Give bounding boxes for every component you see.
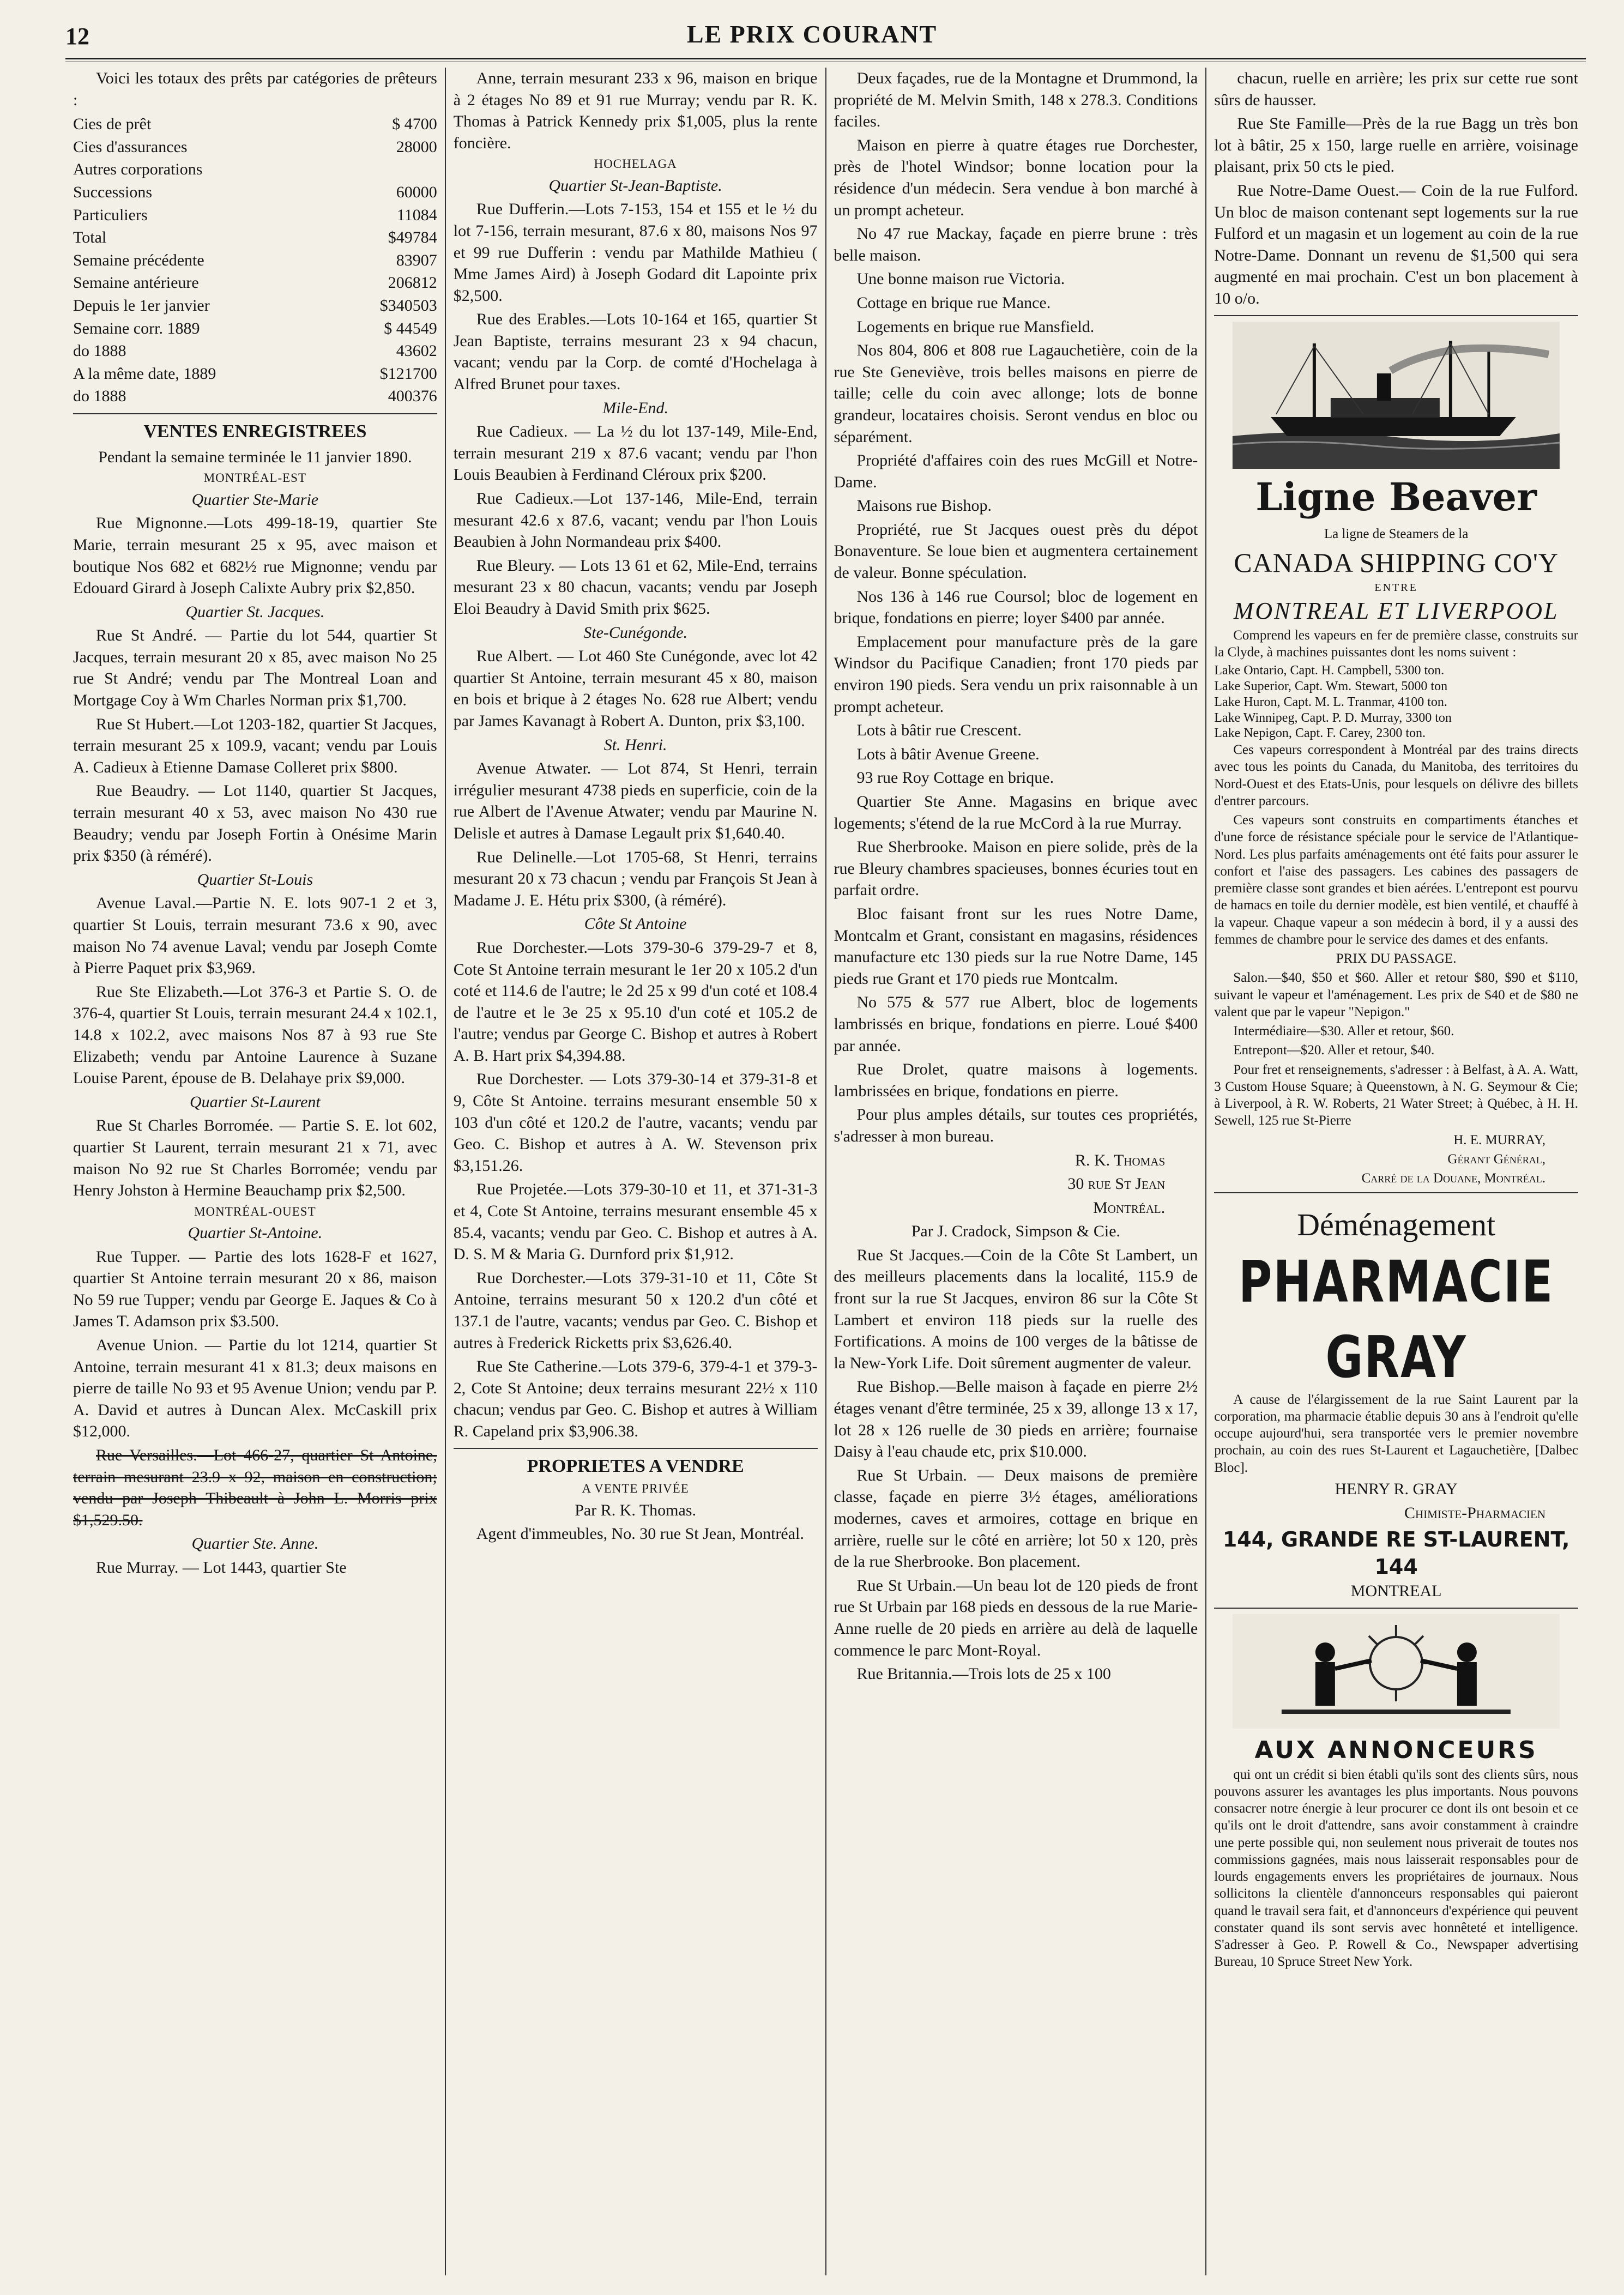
sale-entry: Avenue Laval.—Partie N. E. lots 907-1 2 et 3, quartier St Louis, terrain mesurant 73.6 x 90, avec maison No 74 avenue Laval; vendu par Joseph Comte à Pierre Paquet prix $3,969.	[73, 894, 437, 977]
row-label: do 1888	[73, 387, 126, 406]
listing: Rue Ste Famille—Près de la rue Bagg un très bon lot à bâtir, 25 x 150, large ruelle en arrière, voisinage plaisant, prix 50 cts le pied.	[1214, 114, 1578, 176]
fleet-item: Lake Winnipeg, Capt. P. D. Murray, 3300 ton	[1214, 710, 1452, 725]
ventes-subheading: Pendant la semaine terminée le 11 janvier 1890.	[98, 448, 412, 466]
row-value: 83907	[396, 251, 437, 269]
loans-intro: Voici les totaux des prêts par catégories de prêteurs :	[73, 69, 437, 109]
district-heading: Quartier St-Jean-Baptiste.	[548, 176, 722, 195]
sale-entry: Rue Delinelle.—Lot 1705-68, St Henri, terrains mesurant 20 x 73 chacun ; vendu par François St Jean à Madame J. E. Hétu prix $300, (à réméré).	[453, 848, 818, 909]
listing: Bloc faisant front sur les rues Notre Dame, Montcalm et Grant, consistant en magasins, résidences manufacture etc 130 pieds sur la rue Notre Dame, 145 pieds rue Grant et 170 pieds rue Montcalm.	[834, 904, 1198, 988]
listing: Quartier Ste Anne. Magasins en brique avec logements; s'étend de la rue McCord à la rue Murray.	[834, 793, 1198, 832]
listing: Pour plus amples détails, sur toutes ces propriétés, s'adresser à mon bureau.	[834, 1106, 1198, 1145]
row-value: 400376	[388, 387, 437, 406]
table-row	[73, 340, 437, 363]
masthead: LE PRIX COURANT	[686, 20, 938, 48]
signature-city: Montréal.	[1093, 1198, 1166, 1217]
table-row	[73, 363, 437, 385]
signature-address: 30 rue St Jean	[1067, 1175, 1166, 1193]
proprietes-heading: PROPRIETES A VENDRE	[527, 1455, 744, 1476]
fleet-item: Lake Superior, Capt. Wm. Stewart, 5000 ton	[1214, 679, 1448, 693]
column-2	[446, 68, 826, 2275]
sale-entry: Rue Projetée.—Lots 379-30-10 et 11, et 371-31-3 et 4, Cote St Antoine, terrains mesurant ensemble 45 x 85.4, vacants; vendu par Geo. C. Bishop et autres à A. D. S. M & Maria G. Durnford prix $1,912.	[453, 1180, 818, 1264]
listing: Rue St Urbain. — Deux maisons de première classe, façade en pierre 3½ étages, améliorations modernes, caves et armoires, cottage en brique en arrière, ruelle sur le côté en arrière; lot 50 x 120, près de la rue Sherbrooke. Bon placement.	[834, 1466, 1198, 1571]
divider	[1214, 1608, 1578, 1609]
row-label: Total	[73, 228, 107, 247]
district-heading: Mile-End.	[602, 398, 669, 417]
fleet-intro: Comprend les vapeurs en fer de première classe, construits sur la Clyde, à machines puissantes dont les noms suivent :	[1214, 627, 1578, 660]
listing: Une bonne maison rue Victoria.	[856, 270, 1065, 288]
listing: No 575 & 577 rue Albert, bloc de logements lambrissés en brique, fondations en pierre. Loué $400 par année.	[834, 993, 1198, 1055]
sale-entry: Rue St Hubert.—Lot 1203-182, quartier St Jacques, terrain mesurant 25 x 109.9, vacant; vendu par Louis A. Cadieux à Etienne Damase Colleret prix $800.	[73, 715, 437, 776]
table-row	[73, 294, 437, 317]
sale-entry: Rue Albert. — Lot 460 Ste Cunégonde, avec lot 42 quartier St Antoine, terrain mesurant 45 x 80, maison en bois et brique à 2 étages No. 628 rue Albert; vendu par James Kavanagt à Robert A. Dunton, prix $3,100.	[453, 647, 818, 730]
sale-entry: Rue Tupper. — Partie des lots 1628-F et 1627, quartier St Antoine terrain mesurant 20 x 86, maison No 59 rue Tupper; vendu par George E. Jaques & Co à James T. Adamson prix $3.500.	[73, 1247, 437, 1331]
prix-heading: PRIX DU PASSAGE.	[1336, 951, 1457, 967]
listing: No 47 rue Mackay, façade en pierre brune : très belle maison.	[834, 225, 1198, 264]
agent-address: Agent d'immeubles, No. 30 rue St Jean, Montréal.	[476, 1525, 804, 1543]
ventes-heading: VENTES ENREGISTREES	[143, 421, 367, 442]
listing: Maison en pierre à quatre étages rue Dorchester, près de l'hotel Windsor; bonne location pour la résidence d'un médecin. Sera vendue à bon marché à un prompt acheteur.	[834, 136, 1198, 219]
columns	[65, 68, 1586, 2275]
listing: Propriété, rue St Jacques ouest près du dépot Bonaventure. Se loue bien et augmentera certainement de valeur. Bonne spéculation.	[834, 520, 1198, 582]
column-3	[826, 68, 1207, 2275]
listing: Rue Notre-Dame Ouest.— Coin de la rue Fulford. Un bloc de maison contenant sept logements sur la rue Fulford et un magasin et un logement au coin de la rue Notre-Dame. Donnant un revenu de $1,500 qui sera augmenté en mai prochain. C'est un bon placement à 10 o/o.	[1214, 181, 1578, 307]
vente-privee-label: A VENTE PRIVÉE	[582, 1482, 689, 1496]
demenagement-title: Déménagement	[1297, 1207, 1496, 1243]
listing: Emplacement pour manufacture près de la gare Windsor du Pacifique Canadien; front 170 pieds par environ 190 pieds. Sera vendu un prix raisonnable à un prompt acheteur.	[834, 632, 1198, 716]
listing: Maisons rue Bishop.	[856, 497, 992, 515]
listing: Rue St Urbain.—Un beau lot de 120 pieds de front rue St Urbain par 168 pieds en dessous de la rue Marie-Anne ruelle de 20 pieds en arrière au delà de laquelle commence le parc Mont-Royal.	[834, 1576, 1198, 1659]
sale-entry: Rue Cadieux. — La ½ du lot 137-149, Mile-End, terrain mesurant 219 x 87.6 vacant; vendu par l'hon Louis Beaubien à Ferdinand Cléroux prix $200.	[453, 422, 818, 484]
prix-line: Intermédiaire—$30. Aller et retour, $60.	[1233, 1024, 1454, 1039]
page-number: 12	[65, 23, 89, 50]
fleet-list	[1214, 663, 1578, 741]
sale-entry: Rue Bleury. — Lots 13 61 et 62, Mile-End, terrains mesurant 23 x 80 chacun, vacants; vendu par Joseph Eloi Beaudry à David Smith prix $625.	[453, 556, 818, 618]
pharmacist-name: HENRY R. GRAY	[1335, 1479, 1458, 1498]
row-value: $ 4700	[392, 115, 437, 134]
signature-name: R. K. Thomas	[1074, 1151, 1166, 1169]
pharmacie-text: A cause de l'élargissement de la rue Saint Laurent par la corporation, ma pharmacie établie depuis 30 ans à l'endroit qu'elle occupe aujourd'hui, sera transportée vers le premier novembre prochain, au coin des rues St-Laurent et Lagauchetière, [Dalbec Bloc].	[1214, 1392, 1578, 1475]
section-montreal-ouest: MONTRÉAL-OUEST	[194, 1204, 316, 1218]
row-value: 60000	[396, 183, 437, 201]
listing: Propriété d'affaires coin des rues McGill et Notre-Dame.	[834, 451, 1198, 491]
table-row	[73, 249, 437, 272]
divider	[1214, 315, 1578, 316]
district-heading: Quartier Ste-Marie	[191, 490, 319, 509]
table-row	[73, 136, 437, 159]
listing: 93 rue Roy Cottage en brique.	[856, 769, 1054, 787]
listing: Rue Sherbrooke. Maison en piere solide, près de la rue Bleury chambres spacieuses, bonnes écuries tout en parfait ordre.	[834, 838, 1198, 899]
column-1	[65, 68, 446, 2275]
row-value: 206812	[388, 274, 437, 292]
listing: Deux façades, rue de la Montagne et Drummond, la propriété de M. Melvin Smith, 148 x 278.3. Conditions faciles.	[834, 69, 1198, 131]
row-label: Cies d'assurances	[73, 137, 188, 156]
annonceurs-heading: AUX ANNONCEURS	[1254, 1736, 1538, 1764]
prix-line: Entrepont—$20. Aller et retour, $40.	[1233, 1043, 1435, 1058]
sale-entry: Rue Dorchester. — Lots 379-30-14 et 379-31-8 et 9, Côte St Antoine. terrains mesurant ensemble 50 x 103 d'un côté et 120.2 de l'autre, vacants; vendu par Geo. C. Bishop et autres à A. W. Stevenson prix $3,151.26.	[453, 1070, 818, 1175]
row-label: Autres corporations	[73, 160, 203, 179]
sale-entry: Rue des Erables.—Lots 10-164 et 165, quartier St Jean Baptiste, terrains mesurant 23 x 94 chacun, vacant; vendu par la Corp. de comté d'Hochelaga à Alfred Brunet pour taxes.	[453, 310, 818, 394]
divider	[454, 1448, 818, 1449]
manager-name: H. E. MURRAY,	[1453, 1132, 1545, 1148]
pharmacie-address: 144, GRANDE RE ST-LAURENT, 144	[1222, 1527, 1570, 1579]
sale-entry: Rue Mignonne.—Lots 499-18-19, quartier Ste Marie, terrain mesurant 25 x 95, avec maison et boutique Nos 682 et 682½ rue Mignonne; vendu par Edouard Girard à Joseph Calixte Aubry prix $2,850.	[73, 514, 437, 597]
listing: Nos 136 à 146 rue Coursol; bloc de logement en brique, fondations en pierre; loyer $400 par année.	[834, 587, 1198, 627]
row-label: Depuis le 1er janvier	[73, 296, 210, 315]
listing: Cottage en brique rue Mance.	[856, 293, 1051, 312]
ad-paragraph: Ces vapeurs sont construits en compartiments étanches et d'une force de résistance spéciale pour le service de l'Atlantique-Nord. Les plus parfaits aménagements ont été faits pour assurer le confort et l'aise des passagers. Les cabines des passagers de première classe sont grandes et bien aérées. L'entrepont est pourvu de hamacs en toile du dernier modèle, est bien ventilé, et chauffé à la vapeur. Chaque vapeur a son médecin à bord, il y a aussi des femmes de chambre pour le service des dames et des enfants.	[1214, 813, 1578, 947]
divider	[1214, 1192, 1578, 1193]
row-label: A la même date, 1889	[73, 364, 216, 383]
agent-byline: Par R. K. Thomas.	[575, 1501, 697, 1519]
listing: Nos 804, 806 et 808 rue Lagauchetière, coin de la rue Ste Geneviève, trois belles maisons en pierre de taille; celle du coin avec allonge; lots de bonne grandeur, locataires choisis. Seront vendus en bloc ou séparément.	[834, 341, 1198, 446]
row-label: Semaine antérieure	[73, 274, 199, 292]
manager-address: Carré de la Douane, Montréal.	[1361, 1171, 1545, 1186]
district-heading: Quartier St-Louis	[197, 870, 313, 889]
lenders-table	[73, 113, 437, 226]
sale-entry: Avenue Union. — Partie du lot 1214, quartier St Antoine, terrain mesurant 41 x 81.3; deux maisons en pierre de taille No 93 et 95 Avenue Union; vendu par P. A. David et autres à Duncan Alex. McCaskill prix $12,000.	[73, 1336, 437, 1441]
prix-line: Salon.—$40, $50 et $60. Aller et retour $80, $90 et $110, suivant le vapeur et l'aménagement. Les prix de $40 et de $80 ne valent que par le vapeur "Nepigon."	[1214, 970, 1578, 1019]
header-rule	[65, 58, 1586, 62]
row-label: do 1888	[73, 342, 126, 360]
district-heading: St. Henri.	[603, 735, 667, 754]
sale-entry: Rue Ste Elizabeth.—Lot 376-3 et Partie S. O. de 376-4, quartier St Louis, terrain mesurant 24.4 x 102.1, 14.8 x 102.2, avec maisons Nos 87 à 93 rue Ste Elizabeth; vendu par Antoine Laurence à Suzane Louise Parent, épouse de B. Delahaye prix $9,000.	[73, 982, 437, 1088]
sale-entry: Rue Dorchester.—Lots 379-31-10 et 11, Côte St Antoine, terrains mesurant 50 x 120.2 d'un côté et 137.1 de l'autre, vacants; vendus par Geo. C. Bishop et autres à Frederick Ricketts prix $3,626.40.	[453, 1269, 818, 1352]
row-label: Particuliers	[73, 206, 148, 224]
sale-entry: Rue Versailles.—Lot 466-27, quartier St Antoine, terrain mesurant 23.9 x 92, maison en construction; vendu par Joseph Thibeault à John L. Morris prix $1,529.50.	[73, 1446, 437, 1529]
totals-table	[73, 226, 437, 408]
beaver-subtitle: La ligne de Steamers de la	[1324, 526, 1469, 541]
listing: Lots à bâtir rue Crescent.	[856, 721, 1022, 740]
district-heading: Quartier St-Antoine.	[188, 1224, 323, 1242]
row-value: $49784	[388, 228, 437, 247]
fleet-item: Lake Ontario, Capt. H. Campbell, 5300 ton.	[1214, 663, 1445, 678]
row-label: Semaine corr. 1889	[73, 319, 200, 337]
row-label: Semaine précédente	[73, 251, 204, 269]
sale-entry: Rue Murray. — Lot 1443, quartier Ste	[96, 1559, 347, 1577]
table-row	[73, 158, 437, 181]
sale-entry: Rue Cadieux.—Lot 137-146, Mile-End, terrain mesurant 42.6 x 87.6, vacant; vendu par l'hon Louis Beaubien à John Normandeau prix $400.	[453, 490, 818, 551]
row-value: $340503	[379, 296, 437, 315]
district-heading: Côte St Antoine	[584, 915, 687, 933]
sale-entry: Rue Ste Catherine.—Lots 379-6, 379-4-1 et 379-3-2, Cote St Antoine; deux terrains mesurant 22½ x 110 chacun; vendus par Geo. C. Bishop et autres à William R. Capeland prix $3,906.38.	[453, 1357, 818, 1440]
listing: Rue St Jacques.—Coin de la Côte St Lambert, un des meilleurs placements dans la localité, 115.9 de front sur la rue St Jacques, environ 86 sur la Côte St Lambert et environ 118 pieds sur la ruelle des Fortifications. A moins de 100 verges de la bâtisse de la New-York Life. Doit sûrement augmenter de valeur.	[834, 1246, 1198, 1372]
district-heading: Quartier St. Jacques.	[185, 602, 325, 621]
district-heading: Quartier St-Laurent	[190, 1092, 321, 1111]
sale-entry: Anne, terrain mesurant 233 x 96, maison en brique à 2 étages No 89 et 91 rue Murray; vendu par R. K. Thomas à Patrick Kennedy prix $1,005, plus la rente foncière.	[453, 69, 818, 152]
listing: Rue Britannia.—Trois lots de 25 x 100	[856, 1665, 1111, 1683]
route-label: MONTREAL ET LIVERPOOL	[1233, 597, 1559, 624]
section-hochelaga: HOCHELAGA	[594, 157, 677, 171]
row-value	[343, 158, 437, 181]
fleet-item: Lake Nepigon, Capt. F. Carey, 2300 ton.	[1214, 726, 1426, 741]
table-row	[73, 226, 437, 249]
table-row	[73, 385, 437, 408]
entre-label: ENTRE	[1374, 582, 1418, 594]
district-heading: Quartier Ste. Anne.	[191, 1535, 319, 1553]
district-heading: Ste-Cunégonde.	[583, 623, 688, 642]
sale-entry: Rue St Charles Borromée. — Partie S. E. lot 602, quartier St Laurent, terrain mesurant 21 x 71, avec maison No 92 rue St Charles Borromée; vendu par Henry Johston à Hermine Beauchamp prix $2,500.	[73, 1116, 437, 1200]
table-row	[73, 271, 437, 294]
sale-entry: Rue Dorchester.—Lots 379-30-6 379-29-7 et 8, Cote St Antoine terrain mesurant le 1er 20 x 105.2 d'un coté et 114.6 de l'autre; le 2d 25 x 99 d'un coté et 108.4 de l'autre et le 3e 25 x 95.10 d'un coté et 105.2 de l'autre; vendus par George C. Bishop et autres à Robert A. B. Hart prix $4,394.88.	[453, 938, 818, 1065]
section-montreal-est: MONTRÉAL-EST	[203, 471, 307, 485]
table-row	[73, 181, 437, 204]
listing: Logements en brique rue Mansfield.	[856, 317, 1095, 336]
sale-entry: Rue Beaudry. — Lot 1140, quartier St Jacques, terrain mesurant 40 x 53, avec maison No 430 rue Beaudry; vendu par Joseph Fortin à Onésime Marin prix $350 (à réméré).	[73, 782, 437, 865]
listing: Lots à bâtir Avenue Greene.	[856, 745, 1040, 763]
row-label: Successions	[73, 183, 152, 201]
prix-line: Pour fret et renseignements, s'adresser : à Belfast, à A. A. Watt, 3 Custom House Square; à Queenstown, à N. G. Seymour & Cie; à Liverpool, à R. W. Roberts, 21 Water Street; à Québec, à H. H. Sewell, 125 rue St-Pierre	[1214, 1062, 1578, 1128]
sale-entry: Avenue Atwater. — Lot 874, St Henri, terrain irrégulier mesurant 4738 pieds en superficie, coin de la rue Albert de l'Avenue Atwater; vendu par Maurine N. Delisle et autres à Damase Legault prix $1,640.40.	[453, 759, 818, 842]
advertisers-illustration	[1214, 1614, 1578, 1729]
sale-entry: Rue Dufferin.—Lots 7-153, 154 et 155 et le ½ du lot 7-156, terrain mesurant, 87.6 x 80, maisons Nos 97 et 99 rue Dufferin : vendu par Mathilde Mathieu ( Mme James Aird) à Joseph Godard dit Lapointe prix $2,500.	[453, 200, 818, 305]
row-value: 11084	[396, 206, 437, 224]
listing: Rue Drolet, quatre maisons à logements. lambrissées en brique, fondations en pierre.	[834, 1060, 1198, 1100]
sale-entry: Rue St André. — Partie du lot 544, quartier St Jacques, terrain mesurant 20 x 85, avec maison No 25 rue St André; vendu par The Montreal Loan and Mortgage Coy à Wm Charles Norman prix $1,700.	[73, 626, 437, 710]
listing: chacun, ruelle en arrière; les prix sur cette rue sont sûrs de hausser.	[1214, 69, 1578, 109]
table-row	[73, 317, 437, 340]
table-row	[73, 204, 437, 227]
pharmacist-title: Chimiste-Pharmacien	[1404, 1503, 1545, 1522]
row-label: Cies de prêt	[73, 115, 152, 134]
company-name: CANADA SHIPPING CO'Y	[1234, 547, 1559, 578]
agent-byline: Par J. Cradock, Simpson & Cie.	[911, 1222, 1121, 1241]
table-row	[73, 113, 437, 136]
column-4	[1206, 68, 1586, 2275]
annonceurs-text: qui ont un crédit si bien établi qu'ils sont des clients sûrs, nous pouvons assurer les avantages les plus importants. Nous pouvons consacrer notre énergie à leur procurer ce dont ils ont besoin et ce qu'ils ont le droit d'attendre, sans avoir constamment à craindre une perte possible qui, non seulement nous priverait de toutes nos commissions gagnées, mais nous laisserait responsables pour de lourds engagements envers les propriétaires de journaux. Nous sollicitons la clientèle d'annonceurs responsables qui paieront quand le travail sera fait, et d'annonceurs d'expérience qui peuvent constater quand ils sont servis avec honnêteté et intelligence. S'adresser à Geo. P. Rowell & Co., Newspaper advertising Bureau, 10 Spruce Street New York.	[1214, 1767, 1578, 1970]
manager-title: Gérant Général,	[1447, 1151, 1545, 1167]
divider	[73, 413, 437, 414]
row-value: $121700	[379, 364, 437, 383]
ad-paragraph: Ces vapeurs correspondent à Montréal par des trains directs avec tous les points du Canada, du Manitoba, des territoires du Nord-Ouest et des Etats-Unis, pour lesquels on délivre des billets d'entrer parcours.	[1214, 742, 1578, 808]
listing: Rue Bishop.—Belle maison à façade en pierre 2½ étages venant d'être terminée, 25 x 39, allonge 13 x 17, lot 28 x 126 ruelle de 30 pieds en arrière; fournaise Daisy à l'eau chaude etc, prix $10.000.	[834, 1378, 1198, 1461]
pharmacie-title: PHARMACIE GRAY	[1238, 1248, 1554, 1391]
row-value: $ 44549	[384, 319, 437, 337]
beaver-line-title: Ligne Beaver	[1255, 474, 1537, 520]
fleet-item: Lake Huron, Capt. M. L. Tranmar, 4100 ton.	[1214, 694, 1447, 709]
row-value: 28000	[396, 137, 437, 156]
row-value: 43602	[396, 342, 437, 360]
pharmacie-city: MONTREAL	[1350, 1582, 1442, 1601]
steamship-illustration	[1214, 322, 1578, 469]
